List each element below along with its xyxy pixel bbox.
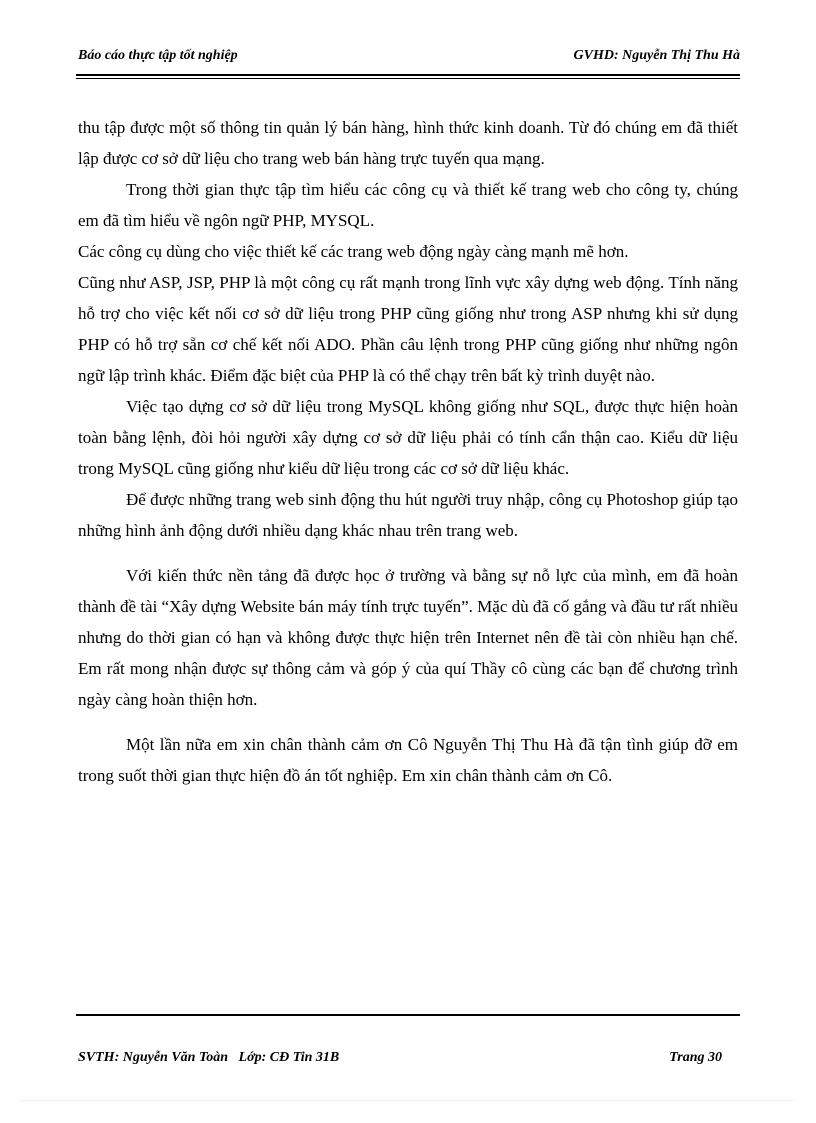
page-number: Trang 30 [669, 1050, 722, 1065]
document-body [78, 112, 738, 791]
paragraph-mysql: Việc tạo dựng cơ sở dữ liệu trong MySQL không giống như SQL, được thực hiện hoàn toàn bằng lệnh, đòi hỏi người xây dựng cơ sở dữ liệu phải có tính cẩn thận cao. Kiểu dữ liệu trong MySQL cũng giống như kiểu dữ liệu trong các cơ sở dữ liệu khác. [78, 397, 738, 478]
footer-divider [76, 1014, 740, 1016]
paragraph-photoshop: Để được những trang web sinh động thu hút người truy nhập, công cụ Photoshop giúp tạo những hình ảnh động dưới nhiều dạng khác nhau trên trang web. [78, 490, 738, 540]
header-supervisor: GVHD: Nguyễn Thị Thu Hà [573, 48, 740, 63]
paragraph-thanks: Một lần nữa em xin chân thành cảm ơn Cô Nguyễn Thị Thu Hà đã tận tình giúp đỡ em trong suốt thời gian thực hiện đồ án tốt nghiệp. Em xin chân thành cảm ơn Cô. [78, 735, 738, 785]
paragraph-tools: Các công cụ dùng cho việc thiết kế các trang web động ngày càng mạnh mẽ hơn. [78, 242, 629, 261]
paragraph-intro: thu tập được một số thông tin quản lý bán hàng, hình thức kinh doanh. Từ đó chúng em đã thiết lập được cơ sở dữ liệu cho trang web bán hàng trực tuyến qua mạng. [78, 118, 738, 168]
page-edge-dots [20, 1100, 796, 1101]
footer-student-info: SVTH: Nguyễn Văn Toàn Lớp: CĐ Tin 31B [78, 1050, 340, 1065]
header-report-title: Báo cáo thực tập tốt nghiệp [78, 48, 238, 63]
page-header [78, 48, 740, 70]
paragraph-conclusion: Với kiến thức nền tảng đã được học ở trường và bằng sự nỗ lực của mình, em đã hoàn thành đề tài “Xây dựng Website bán máy tính trực tuyến”. Mặc dù đã cố gắng và đầu tư rất nhiều nhưng do thời gian có hạn và không được thực hiện trên Internet nên đề tài còn nhiều hạn chế. Em rất mong nhận được sự thông cảm và góp ý của quí Thầy cô cùng các bạn để chương trình ngày càng hoàn thiện hơn. [78, 566, 738, 709]
paragraph-internship: Trong thời gian thực tập tìm hiểu các công cụ và thiết kế trang web cho công ty, chúng em đã tìm hiểu về ngôn ngữ PHP, MYSQL. [78, 180, 738, 230]
page-footer [78, 1050, 722, 1072]
header-divider [76, 74, 740, 79]
paragraph-php: Cũng như ASP, JSP, PHP là một công cụ rất mạnh trong lĩnh vực xây dựng web động. Tính năng hỗ trợ cho việc kết nối cơ sở dữ liệu trong PHP cũng giống như trong ASP nhưng khi sử dụng PHP có hỗ trợ sẵn cơ chế kết nối ADO. Phần câu lệnh trong PHP cũng giống như những ngôn ngữ lập trình khác. Điểm đặc biệt của PHP là có thể chạy trên bất kỳ trình duyệt nào. [78, 273, 738, 385]
